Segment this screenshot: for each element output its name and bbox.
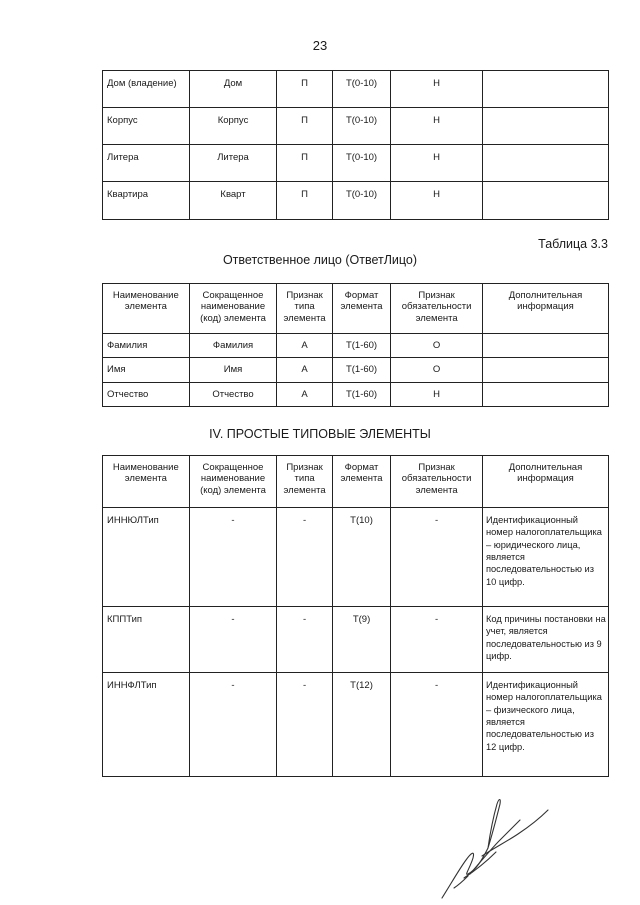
table-row <box>103 145 609 182</box>
element-type-cell: П <box>277 108 332 145</box>
column-header: Признак типа элемента <box>277 284 332 334</box>
column-header: Формат элемента <box>332 284 390 334</box>
element-format-cell: Т(1-60) <box>332 383 390 407</box>
element-required-cell: - <box>391 607 483 673</box>
element-required-cell: Н <box>391 145 483 182</box>
table-row <box>103 182 609 220</box>
element-info-cell <box>482 383 608 407</box>
column-header: Признак обязательности элемента <box>391 456 483 508</box>
element-type-cell: - <box>277 508 332 607</box>
element-code-cell: - <box>189 607 277 673</box>
element-code-cell: - <box>189 673 277 777</box>
element-code-cell: Отчество <box>189 383 277 407</box>
element-format-cell: Т(0-10) <box>332 145 390 182</box>
element-format-cell: Т(0-10) <box>332 108 390 145</box>
element-name-cell: Корпус <box>103 108 190 145</box>
element-name-cell: Имя <box>103 358 190 383</box>
element-required-cell: Н <box>391 383 483 407</box>
element-code-cell: Кварт <box>189 182 277 220</box>
element-name-cell: КППТип <box>103 607 190 673</box>
element-format-cell: Т(0-10) <box>332 71 390 108</box>
element-type-cell: П <box>277 71 332 108</box>
table-row <box>103 383 609 407</box>
table-label: Таблица 3.3 <box>538 237 608 251</box>
address-table <box>102 70 609 220</box>
element-required-cell: - <box>391 673 483 777</box>
element-required-cell: Н <box>391 71 483 108</box>
responsible-person-table <box>102 283 609 407</box>
element-code-cell: Корпус <box>189 108 277 145</box>
element-info-cell: Код причины постановки на учет, является последовательностью из 9 цифр. <box>482 607 608 673</box>
element-info-cell <box>482 358 608 383</box>
element-type-cell: А <box>277 334 332 358</box>
section-heading: IV. ПРОСТЫЕ ТИПОВЫЕ ЭЛЕМЕНТЫ <box>209 427 431 441</box>
element-format-cell: Т(10) <box>332 508 390 607</box>
element-code-cell: Фамилия <box>189 334 277 358</box>
element-format-cell: Т(9) <box>332 607 390 673</box>
table-row <box>103 673 609 777</box>
table-row <box>103 508 609 607</box>
table-title: Ответственное лицо (ОтветЛицо) <box>222 253 418 267</box>
element-code-cell: Имя <box>189 358 277 383</box>
element-code-cell: Дом <box>189 71 277 108</box>
table-row <box>103 358 609 383</box>
simple-types-table <box>102 455 609 777</box>
element-type-cell: А <box>277 358 332 383</box>
element-name-cell: Литера <box>103 145 190 182</box>
element-type-cell: - <box>277 673 332 777</box>
element-info-cell <box>482 108 608 145</box>
column-header: Сокращенное наименование (код) элемента <box>189 284 277 334</box>
element-code-cell: Литера <box>189 145 277 182</box>
table-row <box>103 334 609 358</box>
element-name-cell: Квартира <box>103 182 190 220</box>
element-info-cell <box>482 182 608 220</box>
element-name-cell: Фамилия <box>103 334 190 358</box>
element-name-cell: ИННЮЛТип <box>103 508 190 607</box>
element-type-cell: П <box>277 182 332 220</box>
element-format-cell: Т(0-10) <box>332 182 390 220</box>
element-info-cell <box>482 71 608 108</box>
table-header-row <box>103 456 609 508</box>
element-type-cell: - <box>277 607 332 673</box>
page-number: 23 <box>312 38 328 53</box>
element-info-cell <box>482 334 608 358</box>
column-header: Дополнительная информация <box>482 284 608 334</box>
column-header: Признак типа элемента <box>277 456 332 508</box>
table-header-row <box>103 284 609 334</box>
column-header: Сокращенное наименование (код) элемента <box>189 456 277 508</box>
table-row <box>103 108 609 145</box>
element-info-cell <box>482 145 608 182</box>
element-info-cell: Идентификационный номер налогоплательщика – юридического лица, является последовательностью из 10 цифр. <box>482 508 608 607</box>
column-header: Дополнительная информация <box>482 456 608 508</box>
element-required-cell: - <box>391 508 483 607</box>
table-row <box>103 607 609 673</box>
element-type-cell: П <box>277 145 332 182</box>
element-name-cell: Отчество <box>103 383 190 407</box>
column-header: Признак обязательности элемента <box>391 284 483 334</box>
column-header: Формат элемента <box>332 456 390 508</box>
element-required-cell: О <box>391 334 483 358</box>
element-format-cell: Т(12) <box>332 673 390 777</box>
column-header: Наименование элемента <box>103 284 190 334</box>
signature-image <box>430 790 560 900</box>
element-required-cell: Н <box>391 182 483 220</box>
element-info-cell: Идентификационный номер налогоплательщика – физического лица, является последовательностью из 12 цифр. <box>482 673 608 777</box>
column-header: Наименование элемента <box>103 456 190 508</box>
element-type-cell: А <box>277 383 332 407</box>
element-format-cell: Т(1-60) <box>332 358 390 383</box>
element-format-cell: Т(1-60) <box>332 334 390 358</box>
element-name-cell: ИННФЛТип <box>103 673 190 777</box>
element-required-cell: О <box>391 358 483 383</box>
table-row <box>103 71 609 108</box>
element-name-cell: Дом (владение) <box>103 71 190 108</box>
element-code-cell: - <box>189 508 277 607</box>
element-required-cell: Н <box>391 108 483 145</box>
